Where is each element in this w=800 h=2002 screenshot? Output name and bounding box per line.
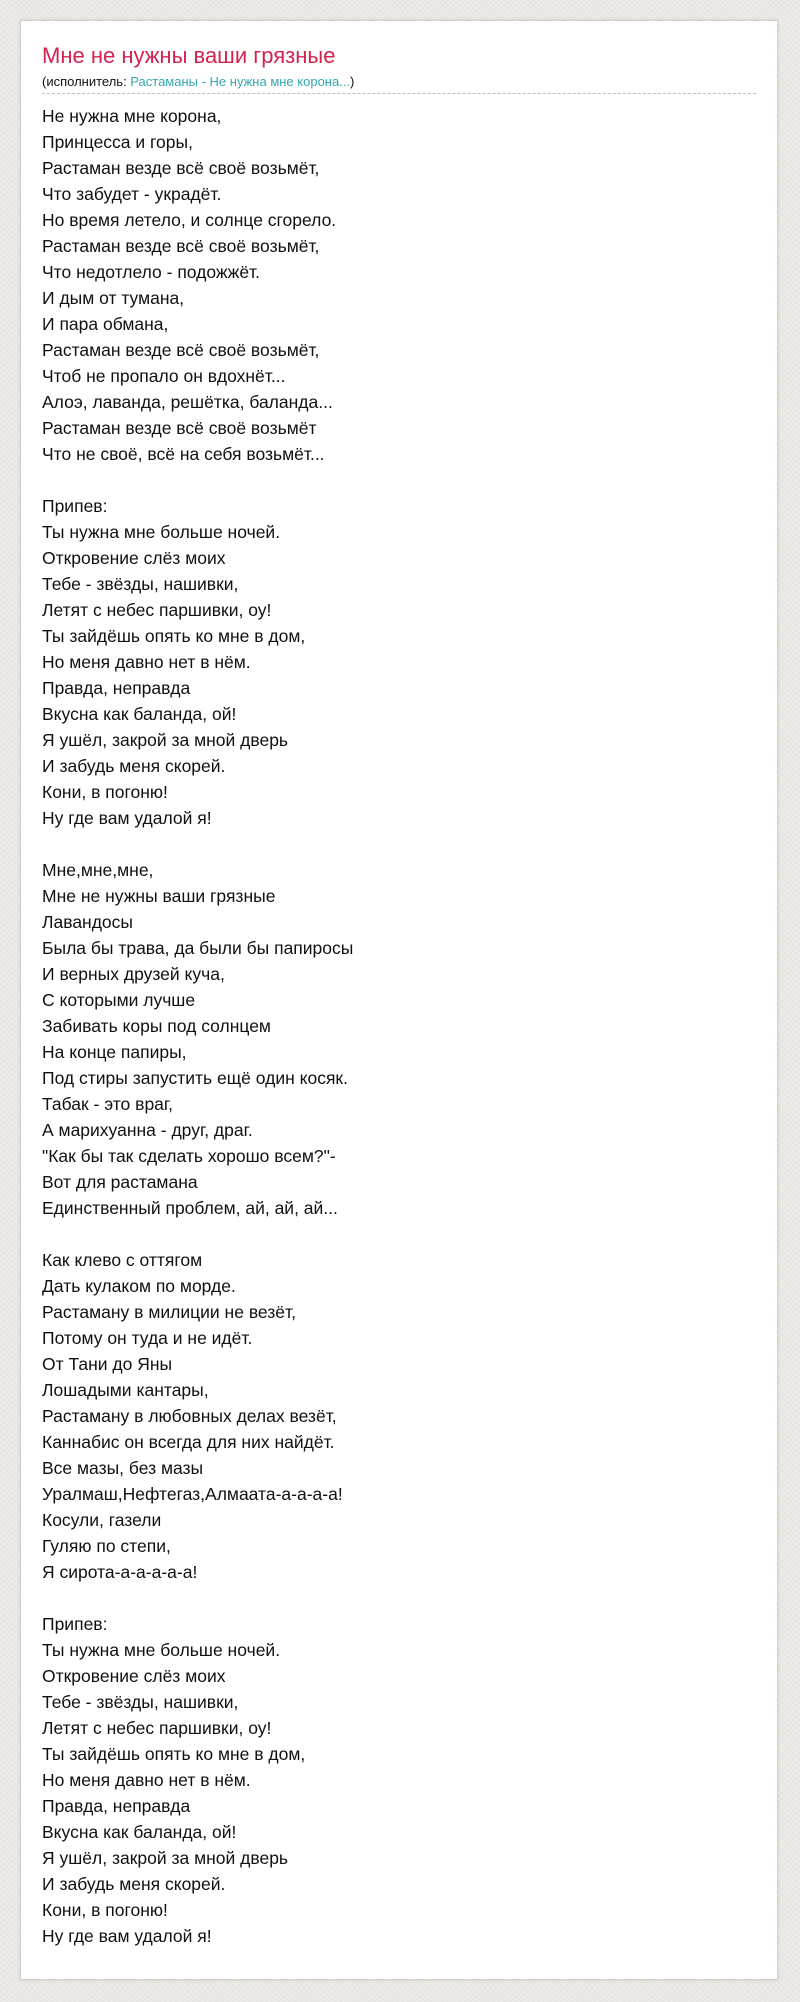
- lyrics-line: Каннабис он всегда для них найдёт.: [42, 1432, 335, 1452]
- lyrics-line: Я сирота-а-а-а-а-а!: [42, 1562, 198, 1582]
- lyrics-line: Не нужна мне корона,: [42, 106, 222, 126]
- lyrics-line: Откровение слёз моих: [42, 548, 226, 568]
- lyrics-line: Правда, неправда: [42, 678, 191, 698]
- lyrics-line: Мне не нужны ваши грязные: [42, 886, 276, 906]
- lyrics-line: Правда, неправда: [42, 1796, 191, 1816]
- lyrics-stanza: [42, 857, 756, 1221]
- lyrics-line: Табак - это враг,: [42, 1094, 174, 1114]
- lyrics-line: Я ушёл, закрой за мной дверь: [42, 1848, 289, 1868]
- lyrics-line: Летят с небес паршивки, оу!: [42, 1718, 272, 1738]
- lyrics-line: Припев:: [42, 1614, 108, 1634]
- artist-line: [42, 73, 756, 90]
- lyrics-line: Ты нужна мне больше ночей.: [42, 1640, 281, 1660]
- lyrics-line: От Тани до Яны: [42, 1354, 173, 1374]
- lyrics-line: Ты нужна мне больше ночей.: [42, 522, 281, 542]
- song-header: [42, 43, 756, 94]
- lyrics-line: Вкусна как баланда, ой!: [42, 1822, 237, 1842]
- lyrics-card: [20, 20, 778, 1980]
- lyrics-line: И верных друзей куча,: [42, 964, 225, 984]
- lyrics-line: Лавандосы: [42, 912, 133, 932]
- lyrics-line: Растаман везде всё своё возьмёт: [42, 418, 317, 438]
- lyrics-line: "Как бы так сделать хорошо всем?"-: [42, 1146, 336, 1166]
- lyrics-line: Алоэ, лаванда, решётка, баланда...: [42, 392, 333, 412]
- lyrics-line: Кони, в погоню!: [42, 782, 168, 802]
- artist-prefix: (исполнитель:: [42, 74, 131, 89]
- artist-link[interactable]: Растаманы - Не нужна мне корона...: [130, 74, 351, 89]
- lyrics-line: Но время летело, и солнце сгорело.: [42, 210, 337, 230]
- lyrics-line: Вот для растамана: [42, 1172, 198, 1192]
- lyrics-line: Мне,мне,мне,: [42, 860, 154, 880]
- lyrics-line: С которыми лучше: [42, 990, 196, 1010]
- lyrics-line: Вкусна как баланда, ой!: [42, 704, 237, 724]
- lyrics-line: Растаман везде всё своё возьмёт,: [42, 236, 320, 256]
- lyrics-line: Дать кулаком по морде.: [42, 1276, 236, 1296]
- lyrics-line: Растаману в милиции не везёт,: [42, 1302, 296, 1322]
- lyrics-line: Под стиры запустить ещё один косяк.: [42, 1068, 348, 1088]
- lyrics-line: Ты зайдёшь опять ко мне в дом,: [42, 626, 306, 646]
- lyrics-body: [42, 103, 756, 1975]
- lyrics-line: На конце папиры,: [42, 1042, 187, 1062]
- lyrics-line: Единственный проблем, ай, ай, ай...: [42, 1198, 338, 1218]
- lyrics-line: И забудь меня скорей.: [42, 1874, 226, 1894]
- lyrics-line: Кони, в погоню!: [42, 1900, 168, 1920]
- lyrics-line: Припев:: [42, 496, 108, 516]
- lyrics-line: И пара обмана,: [42, 314, 169, 334]
- lyrics-line: Растаман везде всё своё возьмёт,: [42, 158, 320, 178]
- lyrics-line: Откровение слёз моих: [42, 1666, 226, 1686]
- lyrics-line: Гуляю по степи,: [42, 1536, 171, 1556]
- lyrics-line: Уралмаш,Нефтегаз,Алмаата-а-а-а-а!: [42, 1484, 343, 1504]
- lyrics-stanza: [42, 1611, 756, 1949]
- lyrics-line: Но меня давно нет в нём.: [42, 652, 251, 672]
- lyrics-line: Принцесса и горы,: [42, 132, 193, 152]
- song-title: Мне не нужны ваши грязные: [42, 43, 336, 68]
- lyrics-line: Косули, газели: [42, 1510, 162, 1530]
- lyrics-line: Лошадыми кантары,: [42, 1380, 209, 1400]
- lyrics-line: И дым от тумана,: [42, 288, 185, 308]
- lyrics-line: Что не своё, всё на себя возьмёт...: [42, 444, 325, 464]
- lyrics-line: Ну где вам удалой я!: [42, 808, 212, 828]
- lyrics-line: Забивать коры под солнцем: [42, 1016, 271, 1036]
- lyrics-line: Что забудет - украдёт.: [42, 184, 222, 204]
- lyrics-line: Растаману в любовных делах везёт,: [42, 1406, 337, 1426]
- lyrics-line: Что недотлело - подожжёт.: [42, 262, 260, 282]
- lyrics-line: Я ушёл, закрой за мной дверь: [42, 730, 289, 750]
- lyrics-stanza: [42, 103, 756, 467]
- lyrics-stanza: [42, 1247, 756, 1585]
- lyrics-line: Все мазы, без мазы: [42, 1458, 204, 1478]
- lyrics-line: Тебе - звёзды, нашивки,: [42, 1692, 239, 1712]
- lyrics-line: Ну где вам удалой я!: [42, 1926, 212, 1946]
- lyrics-line: Тебе - звёзды, нашивки,: [42, 574, 239, 594]
- lyrics-line: Чтоб не пропало он вдохнёт...: [42, 366, 286, 386]
- lyrics-stanza: [42, 493, 756, 831]
- artist-suffix: ): [350, 74, 355, 89]
- lyrics-line: Растаман везде всё своё возьмёт,: [42, 340, 320, 360]
- lyrics-line: Как клево с оттягом: [42, 1250, 203, 1270]
- lyrics-line: А марихуанна - друг, драг.: [42, 1120, 253, 1140]
- lyrics-line: Но меня давно нет в нём.: [42, 1770, 251, 1790]
- lyrics-line: Была бы трава, да были бы папиросы: [42, 938, 354, 958]
- lyrics-line: Летят с небес паршивки, оу!: [42, 600, 272, 620]
- lyrics-line: И забудь меня скорей.: [42, 756, 226, 776]
- lyrics-line: Потому он туда и не идёт.: [42, 1328, 253, 1348]
- lyrics-line: Ты зайдёшь опять ко мне в дом,: [42, 1744, 306, 1764]
